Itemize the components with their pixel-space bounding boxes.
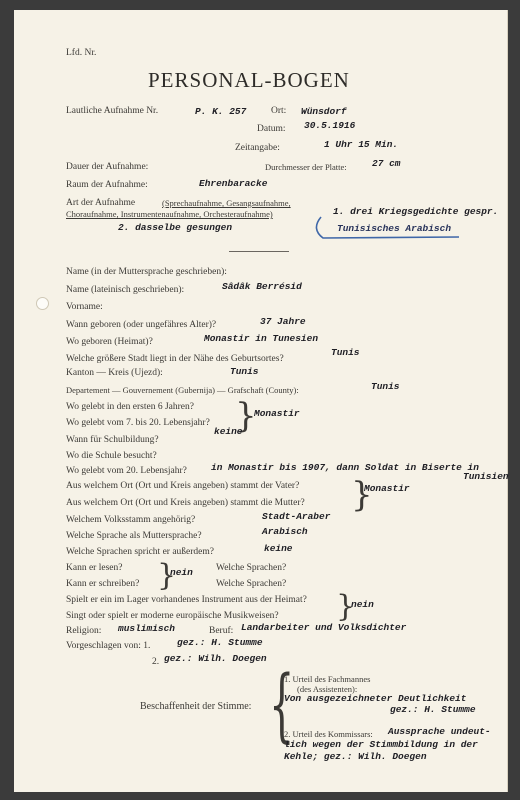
lautliche-aufnahme-value: P. K. 257 [195,106,247,117]
name-mutter-label: Name (in der Muttersprache geschrieben): [66,267,227,277]
stadt-value: Tunis [331,347,360,358]
andere-sprachen-value: keine [264,543,293,554]
page-title: PERSONAL-BOGEN [148,68,350,92]
lebensjahr-20-label: Wo gelebt vom 20. Lebensjahr? [66,466,187,476]
geboren-value: 37 Jahre [260,316,306,327]
name-latein-value: Sâdâk Berrésid [222,281,302,292]
kann-lesen-label: Kann er lesen? [66,563,123,573]
durchmesser-value: 27 cm [372,158,401,169]
zeitangabe-value: 1 Uhr 15 Min. [324,139,399,150]
beruf-value: Landarbeiter und Volksdichter [241,622,407,633]
urteil-kommissar-value-1: Aussprache undeut- [388,726,491,737]
welche-sprachen-lesen-label: Welche Sprachen? [216,563,287,573]
zeitangabe-label: Zeitangabe: [235,143,280,153]
religion-value: muslimisch [118,623,176,634]
datum-label: Datum: [257,124,286,134]
urteil-fachmann-label: 1. Urteil des Fachmannes [284,674,371,684]
brace-stimme: { [269,658,295,751]
eltern-value: Monastir [364,483,410,494]
durchmesser-label: Durchmesser der Platte: [265,162,347,172]
lebensjahre-7-20-label: Wo gelebt vom 7. bis 20. Lebensjahr? [66,418,210,428]
ort-value: Wünsdorf [301,106,347,117]
name-latein-label: Name (lateinisch geschrieben): [66,285,185,295]
lebensjahr-20-value-2: Tunisien [463,471,509,482]
volksstamm-value: Stadt-Araber [262,511,331,522]
urteil-assistent-label: (des Assistenten): [297,684,358,694]
art-options-line1: (Sprechaufnahme, Gesangsaufnahme, [162,198,291,208]
muttersprache-label: Welche Sprache als Muttersprache? [66,531,202,541]
departement-value: Tunis [371,381,400,392]
raum-label: Raum der Aufnahme: [66,180,148,190]
heimat-value: Monastir in Tunesien [204,333,319,344]
instrument-value: nein [351,599,374,610]
lebensjahr-20-value: in Monastir bis 1907, dann Soldat in Biserte in [211,462,479,473]
religion-label: Religion: [66,626,102,636]
urteil-fachmann-value-2: gez.: H. Stumme [390,704,476,715]
kanton-label: Kanton — Kreis (Ujezd): [66,368,163,378]
mutter-label: Aus welchem Ort (Ort und Kreis angeben) stammt die Mutter? [66,498,305,508]
volksstamm-label: Welchem Volksstamm angehörig? [66,515,196,525]
punch-hole [36,297,49,310]
stimme-label: Beschaffenheit der Stimme: [140,701,252,712]
instrument-label: Spielt er ein im Lager vorhandenes Instrument aus der Heimat? [66,595,307,605]
art-label: Art der Aufnahme [66,198,136,208]
urteil-fachmann-value-1: Von ausgezeichneter Deutlichkeit [284,693,467,704]
vorgeschlagen-2-value: gez.: Wilh. Doegen [164,653,267,664]
lesen-value: nein [170,567,193,578]
departement-label: Departement — Gouvernement (Gubernija) — Grafschaft (County): [66,385,299,395]
ort-label: Ort: [271,106,287,116]
brace-eltern: } [351,475,373,515]
vorgeschlagen-2-num: 2. [152,657,160,667]
urteil-kommissar-label: 2. Urteil des Kommissars: [284,729,373,739]
dauer-label: Dauer der Aufnahme: [66,162,149,172]
vorgeschlagen-label: Vorgeschlagen von: 1. [66,641,151,651]
schulbildung-value: keine [214,426,243,437]
lebensjahre-value: Monastir [254,408,300,419]
urteil-kommissar-value-2: lich wegen der Stimmbildung in der [284,739,478,750]
vorgeschlagen-1-value: gez.: H. Stumme [177,637,263,648]
raum-value: Ehrenbaracke [199,178,268,189]
section-divider [229,251,289,252]
andere-sprachen-label: Welche Sprachen spricht er außerdem? [66,547,214,557]
kann-schreiben-label: Kann er schreiben? [66,579,140,589]
art-value-3: Tunisisches Arabisch [337,223,452,234]
stadt-label: Welche größere Stadt liegt in der Nähe des Geburtsortes? [66,354,284,364]
heimat-label: Wo geboren (Heimat)? [66,337,153,347]
art-options-line2: Choraufnahme, Instrumentenaufnahme, Orchesteraufnahme) [66,209,273,219]
schule-label: Wo die Schule besucht? [66,451,157,461]
blue-pencil-mark [309,213,469,243]
lebensjahre-6-label: Wo gelebt in den ersten 6 Jahren? [66,402,194,412]
brace-instrument: } [336,589,356,624]
vorname-label: Vorname: [66,302,103,312]
schulbildung-label: Wann für Schulbildung? [66,435,159,445]
vater-label: Aus welchem Ort (Ort und Kreis angeben) stammt der Vater? [66,481,300,491]
welche-sprachen-schreiben-label: Welche Sprachen? [216,579,287,589]
urteil-kommissar-value-3: Kehle; gez.: Wilh. Doegen [284,751,427,762]
lautliche-aufnahme-label: Lautliche Aufnahme Nr. [66,106,159,116]
muttersprache-value: Arabisch [262,526,308,537]
geboren-label: Wann geboren (oder ungefähres Alter)? [66,320,217,330]
datum-value: 30.5.1916 [304,120,356,131]
lfd-nr-label: Lfd. Nr. [66,48,97,58]
musikweisen-label: Singt oder spielt er moderne europäische Musikweisen? [66,611,279,621]
beruf-label: Beruf: [209,626,234,636]
brace-lesen: } [157,558,177,593]
document-page [14,10,508,792]
art-value-2: 2. dasselbe gesungen [118,222,233,233]
kanton-value: Tunis [230,366,259,377]
art-value-1: 1. drei Kriegsgedichte gespr. [333,206,499,217]
brace-lebensjahre: } [235,396,257,436]
